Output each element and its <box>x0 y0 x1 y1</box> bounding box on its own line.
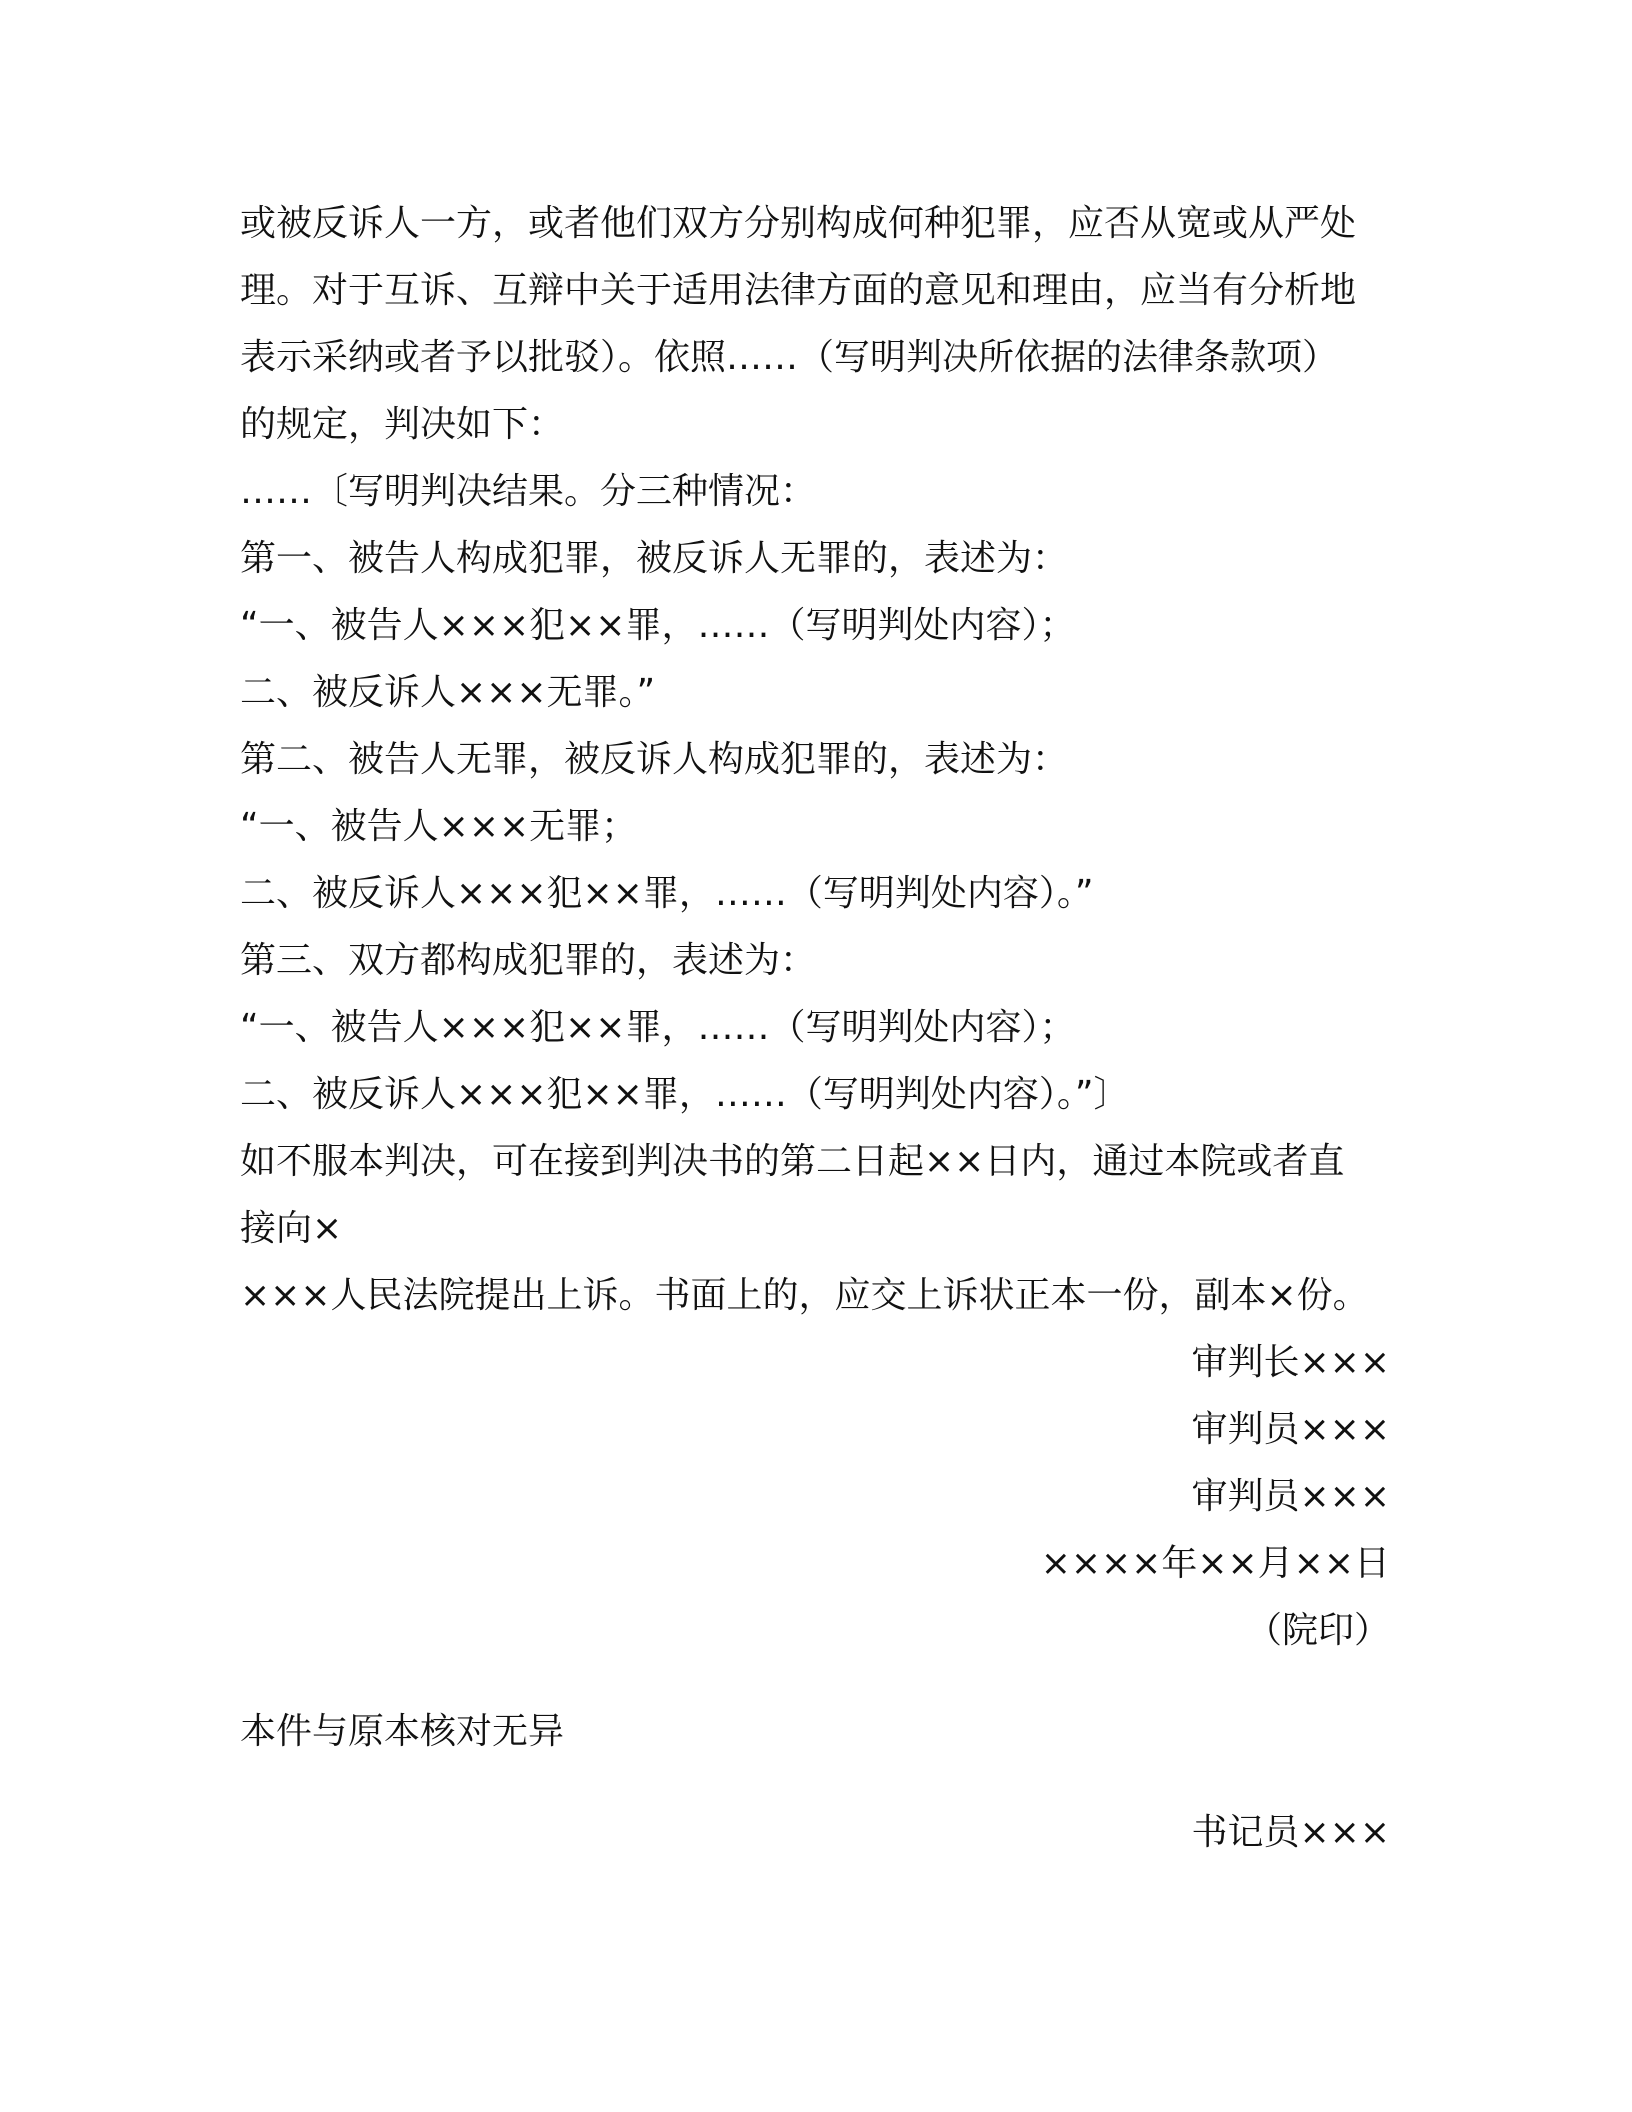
text-line-12: 第三、双方都构成犯罪的，表述为： <box>240 940 817 981</box>
judgment-text <box>240 190 1390 1866</box>
text-line-15: 如不服本判决，可在接到判决书的第二日起××日内，通过本院或者直 <box>240 1141 1345 1182</box>
chief-judge-signature: 审判长××× <box>1191 1342 1390 1383</box>
clerk-signature: 书记员××× <box>1191 1812 1390 1853</box>
text-line-8: 二、被反诉人×××无罪。” <box>240 672 656 713</box>
judge-signature-2: 审判员××× <box>1191 1476 1390 1517</box>
verification-note: 本件与原本核对无异 <box>240 1711 565 1752</box>
judgment-date: ××××年××月××日 <box>1040 1543 1390 1584</box>
text-line-4: 的规定，判决如下： <box>240 404 565 445</box>
text-line-17: ×××人民法院提出上诉。书面上的，应交上诉状正本一份，副本×份。 <box>240 1275 1369 1316</box>
judge-signature-1: 审判员××× <box>1191 1409 1390 1450</box>
text-line-16: 接向× <box>240 1208 343 1249</box>
text-line-10: “一、被告人×××无罪； <box>240 806 638 847</box>
text-line-14: 二、被反诉人×××犯××罪，……（写明判处内容）。”〕 <box>240 1074 1130 1115</box>
text-line-1: 或被反诉人一方，或者他们双方分别构成何种犯罪，应否从宽或从严处 <box>240 203 1357 244</box>
text-line-9: 第二、被告人无罪，被反诉人构成犯罪的，表述为： <box>240 739 1069 780</box>
text-line-2: 理。对于互诉、互辩中关于适用法律方面的意见和理由，应当有分析地 <box>240 270 1357 311</box>
spacer <box>240 1664 1390 1698</box>
text-line-13: “一、被告人×××犯××罪，……（写明判处内容）； <box>240 1007 1076 1048</box>
text-line-6: 第一、被告人构成犯罪，被反诉人无罪的，表述为： <box>240 538 1069 579</box>
text-line-5: ……〔写明判决结果。分三种情况： <box>240 471 817 512</box>
text-line-3: 表示采纳或者予以批驳）。依照……（写明判决所依据的法律条款项） <box>240 337 1339 378</box>
spacer <box>240 1765 1390 1799</box>
court-seal-label: （院印） <box>1245 1610 1390 1651</box>
text-line-7: “一、被告人×××犯××罪，……（写明判处内容）； <box>240 605 1076 646</box>
text-line-11: 二、被反诉人×××犯××罪，……（写明判处内容）。” <box>240 873 1094 914</box>
